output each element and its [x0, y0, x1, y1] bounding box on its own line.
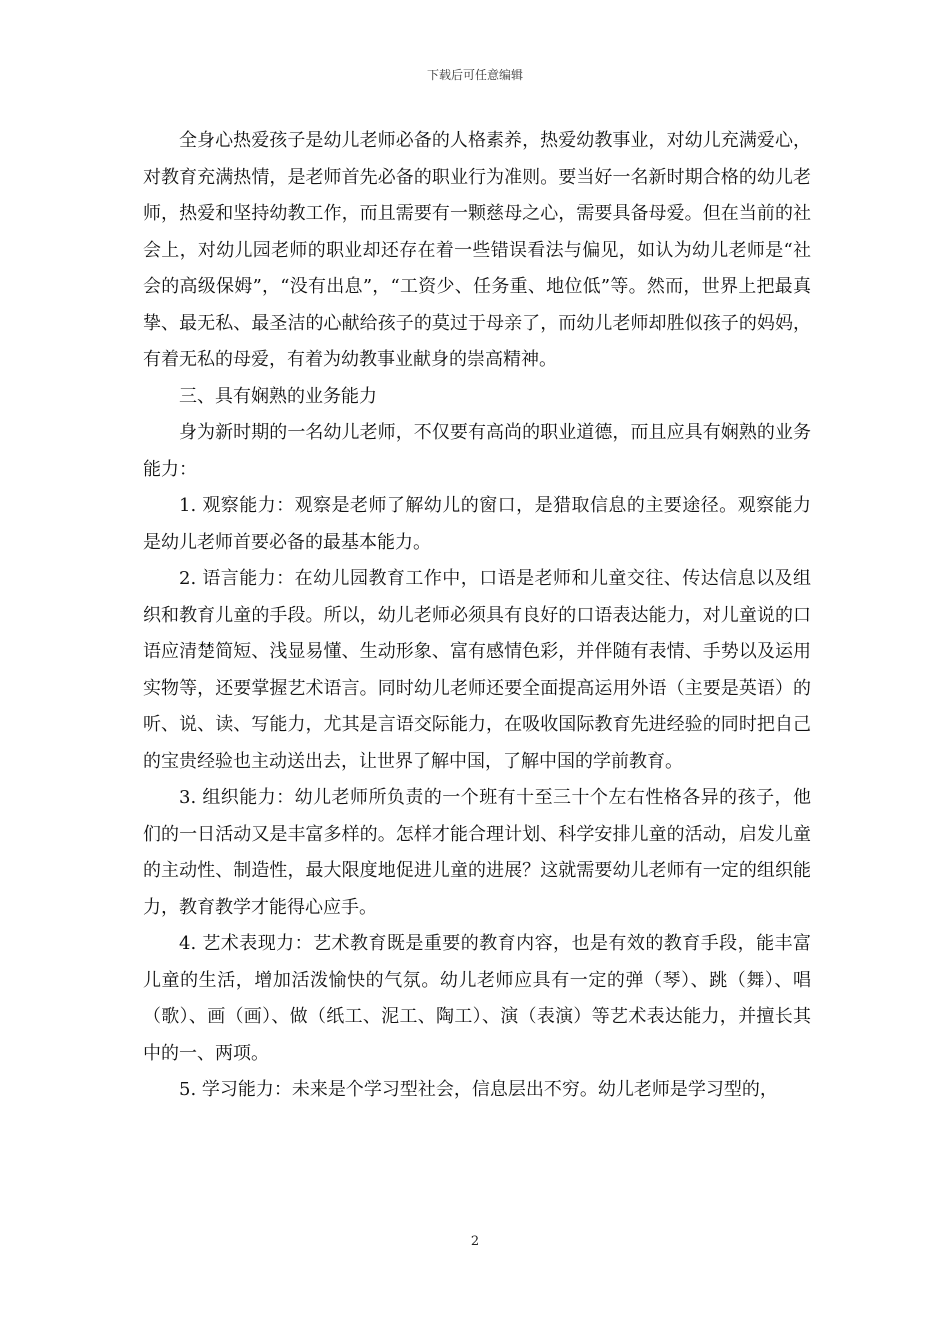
page-header: 下载后可任意编辑 — [426, 68, 523, 82]
paragraph-observation: 1. 观察能力：观察是老师了解幼儿的窗口，是猎取信息的主要途径。观察能力是幼儿老师首要必备的最基本能力。 — [143, 495, 811, 553]
paragraph-art-expression: 4. 艺术表现力：艺术教育既是重要的教育内容，也是有效的教育手段，能丰富儿童的生活，增加活泼愉快的气氛。幼儿老师应具有一定的弹（琴）、跳（舞）、唱（歌）、画（画）、做（纸工、泥工、陶工）、演（表演）等艺术表达能力，并擅长其中的一、两项。 — [143, 933, 811, 1064]
paragraph-learning: 5. 学习能力：未来是个学习型社会，信息层出不穷。幼儿老师是学习型的， — [179, 1079, 778, 1100]
paragraph-intro-ability: 身为新时期的一名幼儿老师，不仅要有高尚的职业道德，而且应具有娴熟的业务能力： — [143, 422, 811, 480]
section-heading-business-ability: 三、具有娴熟的业务能力 — [179, 385, 377, 407]
document-body — [143, 123, 811, 1109]
paragraph-love-children: 全身心热爱孩子是幼儿老师必备的人格素养，热爱幼教事业，对幼儿充满爱心，对教育充满热情，是老师首先必备的职业行为准则。要当好一名新时期合格的幼儿老师，热爱和坚持幼教工作，而且需要有一颗慈母之心，需要具备母爱。但在当前的社会上，对幼儿园老师的职业却还存在着一些错误看法与偏见，如认为幼儿老师是“社会的高级保姆”，“没有出息”，“工资少、任务重、地位低”等。然而，世界上把最真挚、最无私、最圣洁的心献给孩子的莫过于母亲了，而幼儿老师却胜似孩子的妈妈，有着无私的母爱，有着为幼教事业献身的崇高精神。 — [143, 130, 811, 370]
paragraph-language: 2. 语言能力：在幼儿园教育工作中，口语是老师和儿童交往、传达信息以及组织和教育儿童的手段。所以，幼儿老师必须具有良好的口语表达能力，对儿童说的口语应清楚简短、浅显易懂、生动形象、富有感情色彩，并伴随有表情、手势以及运用实物等，还要掌握艺术语言。同时幼儿老师还要全面提高运用外语（主要是英语）的听、说、读、写能力，尤其是言语交际能力，在吸收国际教育先进经验的同时把自己的宝贵经验也主动送出去，让世界了解中国，了解中国的学前教育。 — [143, 568, 811, 772]
paragraph-organization: 3. 组织能力：幼儿老师所负责的一个班有十至三十个左右性格各异的孩子，他们的一日活动又是丰富多样的。怎样才能合理计划、科学安排儿童的活动，启发儿童的主动性、制造性，最大限度地促进儿童的进展？这就需要幼儿老师有一定的组织能力，教育教学才能得心应手。 — [143, 787, 811, 918]
page-number: 2 — [470, 1234, 480, 1249]
